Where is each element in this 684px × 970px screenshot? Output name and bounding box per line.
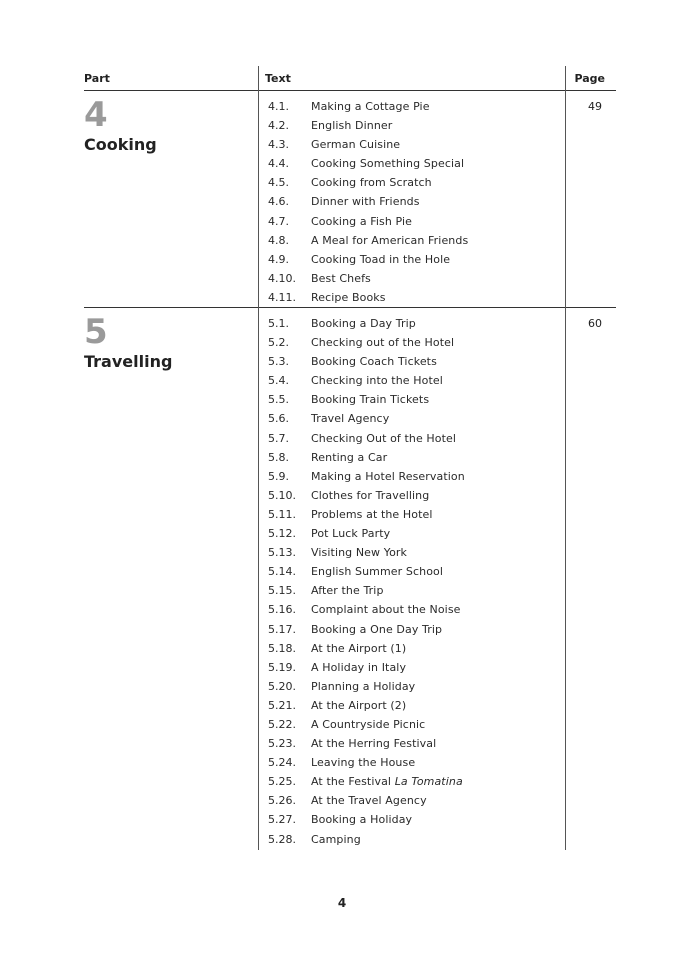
contents-table	[84, 66, 616, 852]
entry-title	[311, 195, 420, 208]
entry-number: 5.9.	[268, 469, 289, 483]
entry-title	[311, 680, 415, 693]
entry-number: 5.21.	[268, 698, 296, 712]
part-start-page: 60	[588, 317, 602, 330]
entry-number: 4.11.	[268, 290, 296, 304]
entry-number: 4.8.	[268, 233, 289, 247]
table-header	[84, 66, 616, 91]
part-block-cooking	[84, 91, 616, 308]
entry-number: 4.1.	[268, 100, 289, 113]
toc-entry	[268, 135, 468, 154]
entry-number: 4.7.	[268, 214, 289, 228]
toc-entry	[268, 524, 465, 543]
entry-title	[311, 253, 450, 266]
entry-title	[311, 508, 433, 521]
entry-number: 5.12.	[268, 527, 296, 541]
entry-title-text: English Summer School	[311, 565, 444, 579]
entry-number: 5.18.	[268, 641, 296, 655]
entry-number: 5.23.	[268, 737, 296, 751]
entry-title	[311, 157, 464, 170]
toc-entry	[268, 371, 465, 390]
entry-title-text: At the Herring Festival	[311, 737, 437, 751]
toc-entry	[268, 314, 465, 333]
toc-entry	[268, 467, 465, 486]
toc-entry	[268, 600, 465, 619]
entry-title	[311, 661, 406, 674]
entry-title	[311, 234, 468, 247]
toc-entry	[268, 639, 465, 658]
entry-title-text: Problems at the Hotel	[311, 507, 433, 521]
entry-title-text: Checking into the Hotel	[311, 374, 443, 388]
entry-title	[311, 215, 412, 228]
entry-title-text: Making a Hotel Reservation	[311, 469, 465, 483]
part-title: Cooking	[84, 135, 157, 154]
entry-title-text: Checking out of the Hotel	[311, 336, 455, 350]
toc-entry	[268, 620, 465, 639]
entry-title	[311, 584, 384, 597]
entry-title-text: Making a Cottage Pie	[311, 100, 430, 113]
toc-entry	[268, 250, 468, 269]
entry-title	[311, 393, 429, 406]
entry-number: 5.11.	[268, 507, 296, 521]
toc-entry	[268, 448, 465, 467]
entry-title-text: Checking Out of the Hotel	[311, 431, 457, 445]
entry-number: 5.6.	[268, 412, 289, 426]
entry-number: 4.9.	[268, 252, 289, 266]
entry-title	[311, 833, 361, 846]
entry-title	[311, 794, 427, 807]
toc-entry	[268, 116, 468, 135]
entry-number: 5.4.	[268, 374, 289, 388]
entry-title	[311, 623, 442, 636]
toc-entry	[268, 269, 468, 288]
entry-number: 5.10.	[268, 488, 296, 502]
entry-number: 5.26.	[268, 794, 296, 808]
entry-title	[311, 813, 412, 826]
entry-title-text: Cooking from Scratch	[311, 176, 432, 190]
entry-title-text: Leaving the House	[311, 756, 416, 770]
page-number: 4	[337, 896, 347, 910]
entry-title	[311, 451, 387, 464]
entry-number: 4.4.	[268, 157, 289, 171]
entry-number: 4.3.	[268, 138, 289, 152]
entry-number: 5.8.	[268, 450, 289, 464]
entry-title-text: Cooking a Fish Pie	[311, 214, 413, 228]
entry-title	[311, 100, 430, 113]
entry-title-text: German Cuisine	[311, 138, 401, 152]
part-start-page: 49	[588, 100, 602, 113]
entry-title	[311, 119, 392, 132]
entry-title	[311, 527, 390, 540]
entry-title	[311, 737, 436, 750]
toc-entry	[268, 192, 468, 211]
toc-entry	[268, 97, 468, 116]
entry-number: 5.24.	[268, 756, 296, 770]
entry-title-text: Visiting New York	[311, 546, 408, 560]
entry-title-text: Complaint about the Noise	[311, 603, 461, 617]
entry-title-text: Booking Coach Tickets	[311, 355, 437, 369]
entry-title-text: Cooking Something Special	[311, 157, 465, 171]
entry-title	[311, 718, 425, 731]
entry-title	[311, 489, 429, 502]
entry-title-text: Pot Luck Party	[311, 527, 391, 541]
toc-entry	[268, 212, 468, 231]
entry-number: 5.28.	[268, 832, 296, 846]
toc-entry	[268, 696, 465, 715]
toc-entry	[268, 791, 465, 810]
entry-title	[311, 699, 406, 712]
entry-number: 5.20.	[268, 679, 296, 693]
entry-title	[311, 374, 443, 387]
entry-number: 5.16.	[268, 603, 296, 617]
part-number: 5	[84, 312, 108, 352]
header-part: Part	[84, 72, 110, 85]
entry-title-italic: La Tomatina	[394, 775, 463, 789]
entry-title-text: A Meal for American Friends	[311, 233, 469, 247]
part-block-travelling	[84, 308, 616, 852]
entry-number: 5.3.	[268, 355, 289, 369]
entry-number: 4.5.	[268, 176, 289, 190]
entry-number: 5.17.	[268, 622, 296, 636]
column-divider-right	[565, 66, 566, 850]
entry-title	[311, 756, 415, 769]
toc-entry	[268, 231, 468, 250]
entry-title	[311, 355, 437, 368]
entry-list	[268, 314, 465, 849]
toc-entry	[268, 658, 465, 677]
header-page: Page	[574, 72, 605, 85]
entry-list	[268, 97, 468, 307]
entry-title	[311, 565, 443, 578]
entry-title-text: Clothes for Travelling	[311, 488, 430, 502]
toc-entry	[268, 154, 468, 173]
entry-number: 5.5.	[268, 393, 289, 407]
toc-entry	[268, 715, 465, 734]
entry-title-text: Planning a Holiday	[311, 679, 416, 693]
toc-entry	[268, 543, 465, 562]
toc-entry	[268, 390, 465, 409]
entry-title-text: Booking a Day Trip	[311, 317, 416, 330]
entry-number: 4.6.	[268, 195, 289, 209]
entry-title-text: English Dinner	[311, 119, 393, 133]
entry-number: 5.25.	[268, 775, 296, 789]
entry-title-text: At the Airport (2)	[311, 698, 407, 712]
header-text: Text	[265, 72, 291, 85]
entry-title	[311, 412, 389, 425]
entry-title	[311, 603, 461, 616]
entry-title-text: Travel Agency	[311, 412, 390, 426]
entry-title-text: At the Airport (1)	[311, 641, 407, 655]
column-divider-left	[258, 66, 259, 850]
toc-entry	[268, 734, 465, 753]
entry-title-text: Booking a One Day Trip	[311, 622, 443, 636]
entry-title	[311, 642, 406, 655]
entry-title	[311, 470, 465, 483]
entry-number: 5.27.	[268, 813, 296, 827]
entry-title-text: Best Chefs	[311, 271, 371, 285]
toc-entry	[268, 562, 465, 581]
entry-title-text: At the Travel Agency	[311, 794, 427, 808]
entry-title-text: Booking a Holiday	[311, 813, 413, 827]
entry-title-text: Camping	[311, 832, 361, 846]
toc-entry	[268, 505, 465, 524]
entry-title-text: A Countryside Picnic	[311, 717, 426, 731]
entry-number: 5.22.	[268, 717, 296, 731]
toc-entry	[268, 333, 465, 352]
entry-number: 4.2.	[268, 119, 289, 133]
entry-number: 5.13.	[268, 546, 296, 560]
entry-title	[311, 291, 386, 304]
toc-entry	[268, 677, 465, 696]
entry-title	[311, 176, 432, 189]
part-title: Travelling	[84, 352, 173, 371]
toc-entry	[268, 429, 465, 448]
entry-title-text: A Holiday in Italy	[311, 660, 407, 674]
entry-title-text: Cooking Toad in the Hole	[311, 252, 451, 266]
part-number: 4	[84, 95, 108, 135]
toc-entry	[268, 753, 465, 772]
entry-number: 5.14.	[268, 565, 296, 579]
entry-title-text: Renting a Car	[311, 450, 388, 464]
entry-title-text: Booking Train Tickets	[311, 393, 430, 407]
entry-title-text: After the Trip	[311, 584, 384, 598]
toc-entry	[268, 810, 465, 829]
entry-title	[311, 336, 454, 349]
entry-number: 5.1.	[268, 317, 289, 330]
entry-title	[311, 775, 463, 788]
toc-entry	[268, 581, 465, 600]
toc-entry	[268, 830, 465, 849]
entry-title	[311, 317, 416, 330]
entry-number: 5.2.	[268, 336, 289, 350]
entry-number: 5.19.	[268, 660, 296, 674]
toc-entry	[268, 486, 465, 505]
entry-number: 5.15.	[268, 584, 296, 598]
toc-entry	[268, 173, 468, 192]
toc-entry	[268, 772, 465, 791]
entry-title-text: Recipe Books	[311, 290, 386, 304]
entry-title	[311, 272, 371, 285]
entry-title	[311, 546, 407, 559]
toc-entry	[268, 409, 465, 428]
toc-entry	[268, 288, 468, 307]
entry-title-text: Dinner with Friends	[311, 195, 420, 209]
entry-number: 4.10.	[268, 271, 296, 285]
toc-entry	[268, 352, 465, 371]
entry-title	[311, 432, 456, 445]
entry-title	[311, 138, 400, 151]
entry-number: 5.7.	[268, 431, 289, 445]
entry-title-text: At the Festival	[311, 775, 395, 789]
